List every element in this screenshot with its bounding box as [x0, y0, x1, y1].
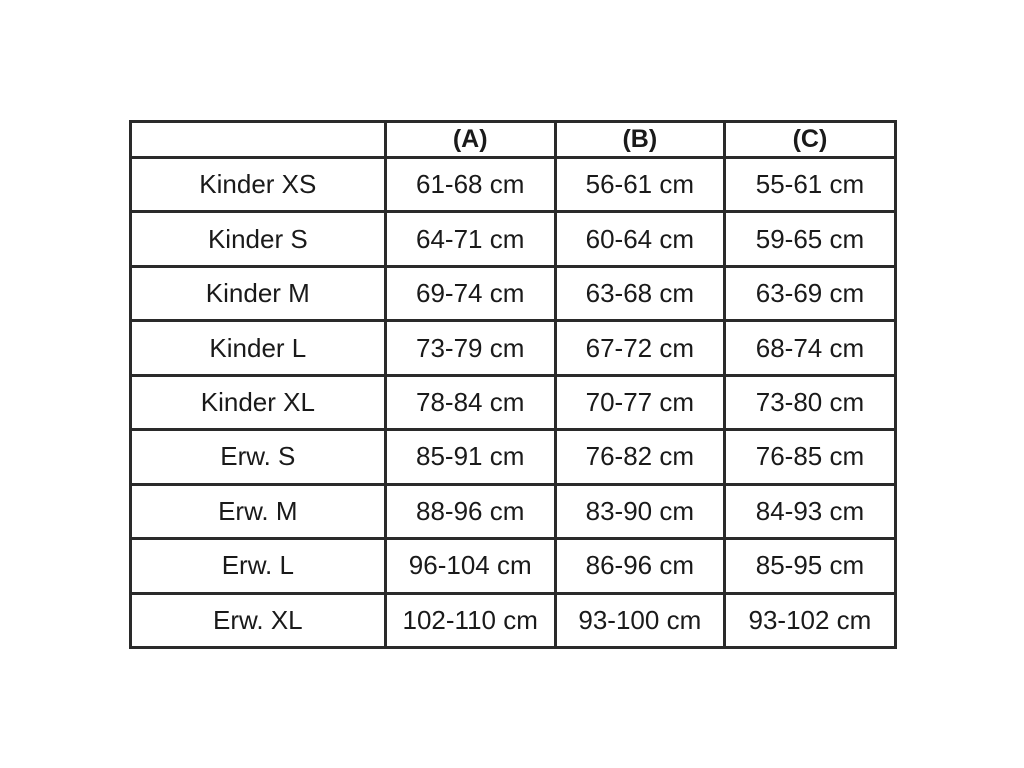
header-cell-c: (C) — [724, 122, 895, 158]
cell-b: 93-100 cm — [555, 593, 724, 648]
cell-a: 73-79 cm — [385, 321, 555, 375]
table-row — [131, 212, 896, 266]
cell-c: 76-85 cm — [724, 430, 895, 484]
cell-b: 56-61 cm — [555, 158, 724, 212]
table-row — [131, 593, 896, 648]
cell-c: 73-80 cm — [724, 375, 895, 429]
row-label: Kinder L — [131, 321, 386, 375]
cell-c: 55-61 cm — [724, 158, 895, 212]
cell-b: 63-68 cm — [555, 266, 724, 320]
table-row — [131, 158, 896, 212]
cell-b: 67-72 cm — [555, 321, 724, 375]
cell-a: 61-68 cm — [385, 158, 555, 212]
cell-b: 60-64 cm — [555, 212, 724, 266]
table-row — [131, 484, 896, 538]
cell-a: 96-104 cm — [385, 539, 555, 593]
row-label: Erw. L — [131, 539, 386, 593]
header-cell-empty — [131, 122, 386, 158]
row-label: Erw. S — [131, 430, 386, 484]
cell-c: 63-69 cm — [724, 266, 895, 320]
table-header-row — [131, 122, 896, 158]
row-label: Kinder S — [131, 212, 386, 266]
cell-c: 68-74 cm — [724, 321, 895, 375]
cell-c: 59-65 cm — [724, 212, 895, 266]
cell-b: 86-96 cm — [555, 539, 724, 593]
cell-b: 76-82 cm — [555, 430, 724, 484]
header-cell-b: (B) — [555, 122, 724, 158]
table-row — [131, 539, 896, 593]
table-row — [131, 430, 896, 484]
cell-a: 64-71 cm — [385, 212, 555, 266]
row-label: Kinder XL — [131, 375, 386, 429]
size-chart-table — [129, 120, 897, 649]
cell-a: 88-96 cm — [385, 484, 555, 538]
table-row — [131, 321, 896, 375]
cell-a: 78-84 cm — [385, 375, 555, 429]
row-label: Kinder XS — [131, 158, 386, 212]
cell-a: 69-74 cm — [385, 266, 555, 320]
row-label: Kinder M — [131, 266, 386, 320]
row-label: Erw. M — [131, 484, 386, 538]
cell-b: 70-77 cm — [555, 375, 724, 429]
row-label: Erw. XL — [131, 593, 386, 648]
table-row — [131, 375, 896, 429]
header-cell-a: (A) — [385, 122, 555, 158]
cell-b: 83-90 cm — [555, 484, 724, 538]
cell-a: 85-91 cm — [385, 430, 555, 484]
cell-a: 102-110 cm — [385, 593, 555, 648]
cell-c: 84-93 cm — [724, 484, 895, 538]
cell-c: 93-102 cm — [724, 593, 895, 648]
table-row — [131, 266, 896, 320]
cell-c: 85-95 cm — [724, 539, 895, 593]
